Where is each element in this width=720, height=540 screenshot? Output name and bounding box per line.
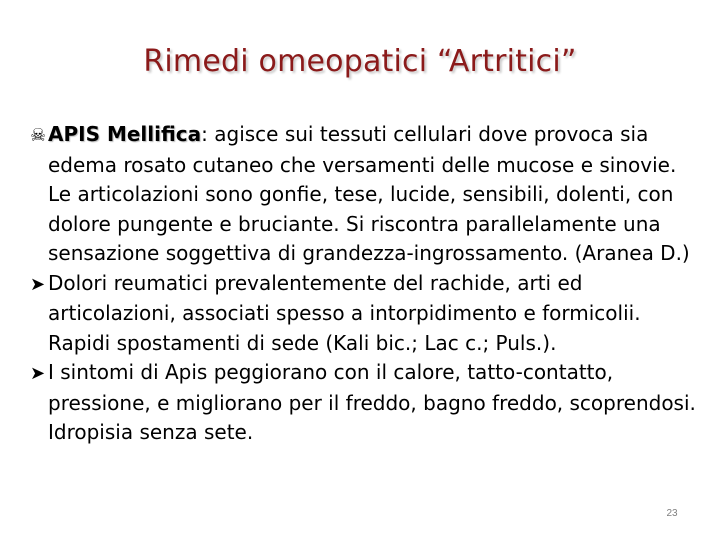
remedy-name: APIS Mellifica [48, 122, 202, 146]
slide-title: Rimedi omeopatici “Artritici” [143, 44, 577, 79]
paragraph-text: Dolori reumatici prevalentemente del rachide, arti ed articolazioni, associati spesso a intorpidimento e formicolii. Rapidi spostamenti di sede (Kali bic.; Lac c.; Puls.). [48, 270, 641, 355]
arrowhead-right-icon: ➤ [30, 273, 46, 295]
paragraph-text: I sintomi di Apis peggiorano con il calore, tatto-contatto, pressione, e migliorano per il freddo, bagno freddo, scoprendosi. Idropisia senza sete. [48, 360, 696, 444]
arrowhead-right-icon: ➤ [30, 363, 46, 384]
paragraph-dolori [30, 269, 700, 359]
paragraph-sintomi [30, 358, 700, 448]
slide-body [30, 120, 700, 448]
page-number: 23 [666, 508, 678, 519]
paragraph-text: : agisce sui tessuti cellulari dove provoca sia edema rosato cutaneo che versamenti delle mucose e sinovie. Le articolazioni sono gonfie, tese, lucide, sensibili, dolenti, con dolore pungente e bruciante. Si riscontra parallelamente una sensazione soggettiva di grandezza-ingrossamento. (Aranea D.) [48, 122, 690, 265]
skull-crossbones-icon: ☠ [30, 125, 47, 146]
paragraph-apis [30, 120, 700, 269]
